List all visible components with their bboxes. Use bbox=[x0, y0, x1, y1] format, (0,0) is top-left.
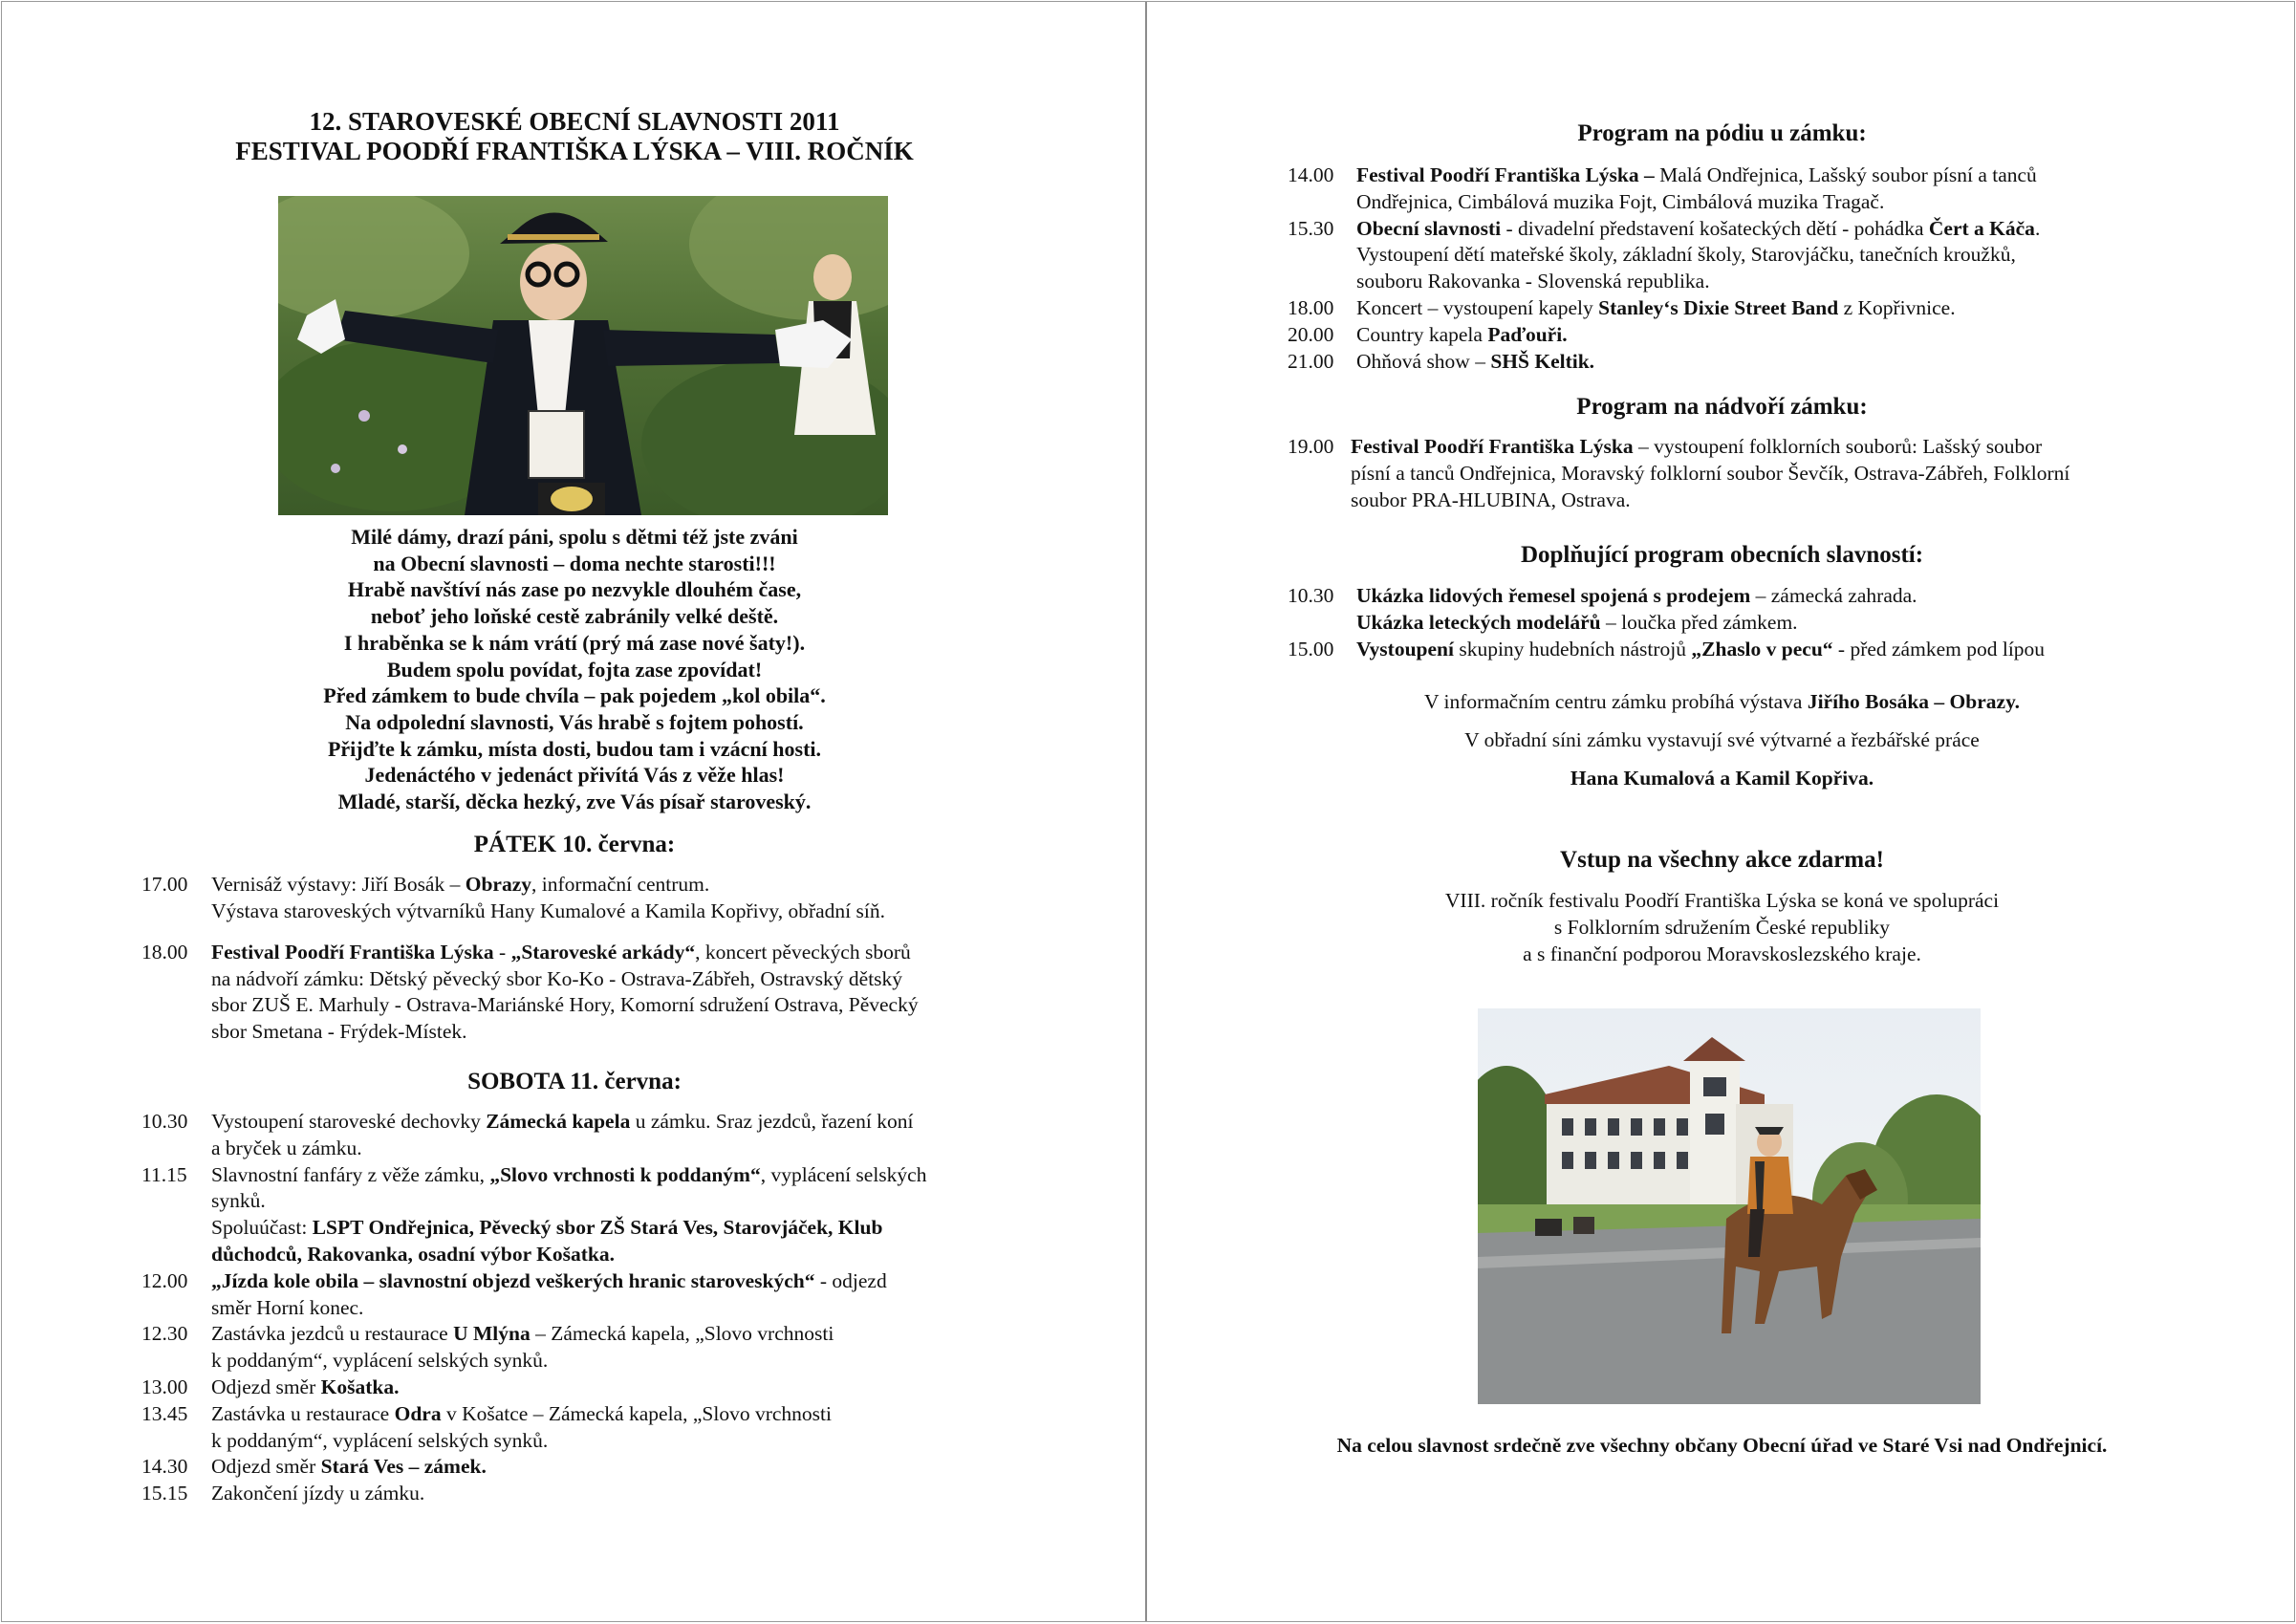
stage-program-heading: Program na pódiu u zámku: bbox=[1577, 120, 1867, 146]
text-segment: souboru Rakovanka - Slovenská republika. bbox=[1356, 270, 1710, 293]
schedule-time: 15.15 bbox=[141, 1482, 188, 1505]
text-segment: sbor Smetana - Frýdek-Místek. bbox=[211, 1019, 467, 1043]
text-segment: Odra bbox=[394, 1401, 442, 1425]
text-segment: „Jízda kole obila – slavnostní objezd veškerých hranic staroveských“ bbox=[211, 1268, 815, 1292]
schedule-description-line bbox=[211, 1375, 399, 1401]
text-segment: Čert a Káča bbox=[1928, 216, 2035, 240]
text-segment: Ohňová show – bbox=[1356, 349, 1491, 373]
schedule-time: 12.00 bbox=[141, 1268, 188, 1292]
schedule-description-line bbox=[211, 872, 709, 899]
schedule-time: 20.00 bbox=[1288, 322, 1334, 346]
schedule-description-line bbox=[1356, 322, 1568, 349]
schedule-description-line bbox=[211, 1136, 362, 1162]
schedule-time: 21.00 bbox=[1288, 349, 1334, 373]
title-line-2: FESTIVAL POODŘÍ FRANTIŠKA LÝSKA – VIII. ROČNÍK bbox=[235, 137, 914, 165]
ceremony-hall-text: V obřadní síni zámku vystavují své výtvarné a řezbářské práce bbox=[1464, 728, 1980, 751]
courtyard-program-heading: Program na nádvoří zámku: bbox=[1576, 394, 1868, 420]
text-segment: Košatka. bbox=[320, 1375, 400, 1398]
left-page bbox=[2, 2, 1147, 1621]
text-segment: - divadelní představení košateckých dětí - pohádka bbox=[1501, 216, 1929, 240]
text-segment: z Kopřivnice. bbox=[1838, 296, 1956, 319]
text-segment: Spoluúčast: bbox=[211, 1216, 313, 1240]
text-segment: „Staroveské arkády“ bbox=[510, 941, 696, 964]
chateau-rider-photo-illustration bbox=[1478, 1008, 1981, 1404]
friday-heading: PÁTEK 10. června: bbox=[473, 832, 676, 857]
text-segment: Ondřejnica, Cimbálová muzika Fojt, Cimbálová muzika Tragač. bbox=[1356, 189, 1885, 213]
schedule-item bbox=[1288, 434, 2243, 514]
text-segment: Vystoupení staroveské dechovky bbox=[211, 1110, 487, 1133]
poem-line: Budem spolu povídat, fojta zase zpovídat! bbox=[386, 657, 763, 682]
schedule-description-line bbox=[1356, 637, 2045, 663]
text-segment: Festival Poodří Františka Lýska bbox=[211, 941, 494, 964]
poem-line: Před zámkem to bude chvíla – pak pojedem „kol obila“. bbox=[323, 683, 826, 708]
text-segment: U Mlýna bbox=[453, 1322, 531, 1346]
text-segment: – Zámecká kapela, „Slovo vrchnosti bbox=[530, 1322, 834, 1346]
text-segment: Zastávka jezdců u restaurace bbox=[211, 1322, 454, 1346]
text-segment: Odjezd směr bbox=[211, 1455, 321, 1479]
schedule-description-line bbox=[1356, 189, 1884, 216]
schedule-description-line bbox=[1356, 583, 1917, 610]
schedule-item bbox=[141, 1454, 1059, 1481]
cooperation-line: s Folklorním sdružením České republiky bbox=[1553, 916, 1891, 939]
poem-line: Přijďte k zámku, místa dosti, budou tam i vzácní hosti. bbox=[327, 736, 822, 761]
saturday-heading: SOBOTA 11. června: bbox=[467, 1069, 682, 1094]
right-page bbox=[1150, 2, 2294, 1621]
text-segment: Vernisáž výstavy: Jiří Bosák – bbox=[211, 873, 466, 896]
schedule-time: 13.00 bbox=[141, 1375, 188, 1398]
text-segment: - bbox=[493, 941, 511, 964]
poem-line: Na odpolední slavnosti, Vás hrabě s fojtem pohostí. bbox=[345, 709, 804, 734]
text-segment: „Slovo vrchnosti k poddaným“ bbox=[489, 1162, 761, 1186]
schedule-item bbox=[141, 1321, 1059, 1375]
text-segment: Zastávka u restaurace bbox=[211, 1401, 395, 1425]
text-segment: , informační centrum. bbox=[531, 873, 710, 896]
text-segment: Zakončení jízdy u zámku. bbox=[211, 1482, 425, 1505]
schedule-description-line bbox=[1356, 162, 2037, 189]
schedule-description-line bbox=[1356, 269, 1710, 295]
text-segment: Stanley‘s Dixie Street Band bbox=[1598, 296, 1839, 319]
invitation-poem bbox=[2, 524, 1147, 815]
free-entry-heading: Vstup na všechny akce zdarma! bbox=[1560, 847, 1884, 873]
schedule-time: 19.00 bbox=[1288, 435, 1334, 458]
text-segment: , koncert pěveckých sborů bbox=[695, 941, 911, 964]
poem-line: na Obecní slavnosti – doma nechte starosti!!! bbox=[373, 551, 776, 575]
schedule-time: 15.00 bbox=[1288, 638, 1334, 660]
schedule-description-line bbox=[211, 1454, 487, 1481]
text-segment: SHŠ Keltik. bbox=[1490, 349, 1595, 373]
text-segment: - odjezd bbox=[814, 1268, 887, 1292]
text-segment: – zámecká zahrada. bbox=[1750, 584, 1917, 607]
schedule-item bbox=[141, 1109, 1059, 1162]
text-segment: Stará Ves – zámek. bbox=[320, 1455, 487, 1479]
schedule-item bbox=[1288, 295, 2243, 322]
text-segment: V informačním centru zámku probíhá výstava bbox=[1423, 690, 1808, 713]
schedule-time: 12.30 bbox=[141, 1322, 188, 1346]
chateau-rider-photo bbox=[1478, 1008, 1981, 1404]
schedule-item bbox=[1288, 162, 2243, 216]
text-segment: Vystoupení dětí mateřské školy, základní školy, Starovjáčku, tanečních kroužků, bbox=[1356, 243, 2016, 267]
schedule-description-line bbox=[1351, 487, 1631, 514]
text-segment: synků. bbox=[211, 1189, 266, 1213]
text-segment: „Zhaslo v pecu“ bbox=[1691, 638, 1833, 660]
schedule-description-line bbox=[211, 966, 902, 993]
text-segment: Paďouři. bbox=[1487, 322, 1568, 346]
text-segment: . bbox=[2034, 216, 2041, 240]
text-segment: u zámku. Sraz jezdců, řazení koní bbox=[630, 1110, 914, 1133]
schedule-item bbox=[141, 940, 1059, 1045]
schedule-description-line bbox=[211, 1428, 548, 1455]
text-segment: Ukázka leteckých modelářů bbox=[1356, 611, 1601, 634]
schedule-time: 15.30 bbox=[1288, 216, 1334, 240]
text-segment: Vystoupení bbox=[1356, 638, 1454, 660]
schedule-description-line bbox=[1356, 610, 1798, 637]
title-line-1: 12. STAROVESKÉ OBECNÍ SLAVNOSTI 2011 bbox=[309, 107, 840, 136]
schedule-description-line bbox=[211, 1295, 363, 1322]
extra-program-heading: Doplňující program obecních slavností: bbox=[1520, 542, 1924, 568]
herald-photo-illustration bbox=[278, 196, 888, 515]
text-segment: Malá Ondřejnica, Lašský soubor písní a tanců bbox=[1659, 163, 2037, 186]
schedule-time: 11.15 bbox=[141, 1162, 187, 1186]
text-segment: Jiřího Bosáka – Obrazy. bbox=[1807, 690, 2021, 713]
poem-line: Jedenáctého v jedenáct přivítá Vás z věže hlas! bbox=[364, 763, 785, 788]
text-segment: k poddaným“, vyplácení selských synků. bbox=[211, 1349, 549, 1373]
cooperation-text bbox=[1150, 887, 2294, 967]
text-segment: Country kapela bbox=[1356, 322, 1488, 346]
schedule-description-line bbox=[211, 1109, 913, 1136]
text-segment: Festival Poodří Františka Lýska – bbox=[1356, 163, 1660, 186]
schedule-item bbox=[1288, 637, 2243, 663]
schedule-description-line bbox=[1351, 434, 2042, 461]
schedule-item bbox=[141, 1268, 1059, 1322]
text-segment: písní a tanců Ondřejnica, Moravský folklorní soubor Ševčík, Ostrava-Zábřeh, Folklorní bbox=[1351, 462, 2070, 485]
schedule-description-line bbox=[211, 1481, 424, 1507]
schedule-time: 18.00 bbox=[141, 941, 188, 964]
text-segment: Ukázka lidových řemesel spojená s prodejem bbox=[1356, 584, 1751, 607]
schedule-time: 14.30 bbox=[141, 1455, 188, 1479]
schedule-item bbox=[141, 1162, 1059, 1268]
text-segment: - před zámkem pod lípou bbox=[1832, 638, 2046, 660]
page-title bbox=[2, 107, 1147, 166]
schedule-description-line bbox=[211, 1215, 882, 1242]
schedule-time: 17.00 bbox=[141, 873, 188, 896]
text-segment: Slavnostní fanfáry z věže zámku, bbox=[211, 1162, 490, 1186]
poem-line: Hrabě navštíví nás zase po nezvykle dlouhém čase, bbox=[347, 577, 802, 602]
schedule-item bbox=[1288, 322, 2243, 349]
schedule-item bbox=[1288, 349, 2243, 376]
cooperation-line: VIII. ročník festivalu Poodří Františka Lýska se koná ve spolupráci bbox=[1444, 889, 2000, 912]
schedule-description-line bbox=[211, 1019, 467, 1046]
poem-line: neboť jeho loňské cestě zabránily velké deště. bbox=[370, 604, 779, 629]
poem-line: Milé dámy, drazí páni, spolu s dětmi též jste zváni bbox=[351, 525, 798, 549]
text-segment: na nádvoří zámku: Dětský pěvecký sbor Ko-Ko - Ostrava-Zábřeh, Ostravský dětský bbox=[211, 966, 903, 990]
schedule-description-line bbox=[211, 1188, 266, 1215]
schedule-item bbox=[1288, 216, 2243, 295]
schedule-item bbox=[1288, 583, 2243, 637]
schedule-time: 10.30 bbox=[141, 1110, 188, 1133]
text-segment: Obecní slavnosti bbox=[1356, 216, 1502, 240]
schedule-description-line bbox=[211, 1401, 832, 1428]
text-segment: Výstava staroveských výtvarníků Hany Kumalové a Kamila Kopřivy, obřadní síň. bbox=[211, 899, 885, 922]
text-segment: Koncert – vystoupení kapely bbox=[1356, 296, 1599, 319]
poem-line: I hraběnka se k nám vrátí (prý má zase nové šaty!). bbox=[343, 630, 806, 655]
schedule-description-line bbox=[211, 992, 919, 1019]
text-segment: důchodců, Rakovanka, osadní výbor Košatka. bbox=[211, 1242, 615, 1266]
schedule-description-line bbox=[211, 1321, 834, 1348]
text-segment: , vyplácení selských bbox=[760, 1162, 927, 1186]
text-segment: směr Horní konec. bbox=[211, 1295, 364, 1319]
schedule-description-line bbox=[211, 899, 885, 925]
schedule-item bbox=[141, 1481, 1059, 1507]
text-segment: Festival Poodří Františka Lýska bbox=[1351, 435, 1634, 458]
info-center-text bbox=[1150, 688, 2294, 715]
poem-line: Mladé, starší, děcka hezký, zve Vás písař staroveský. bbox=[337, 790, 812, 814]
text-segment: Obrazy bbox=[465, 873, 532, 896]
schedule-item bbox=[141, 1401, 1059, 1455]
artists-names: Hana Kumalová a Kamil Kopřiva. bbox=[1570, 767, 1874, 790]
schedule-description-line bbox=[211, 1242, 615, 1268]
schedule-description-line bbox=[1356, 216, 2040, 243]
schedule-time: 18.00 bbox=[1288, 296, 1334, 319]
schedule-description-line bbox=[211, 940, 911, 966]
text-segment: Odjezd směr bbox=[211, 1375, 321, 1398]
text-segment: v Košatce – Zámecká kapela, „Slovo vrchnosti bbox=[441, 1401, 832, 1425]
schedule-description-line bbox=[211, 1162, 926, 1189]
schedule-time: 10.30 bbox=[1288, 584, 1334, 607]
text-segment: a bryček u zámku. bbox=[211, 1136, 362, 1159]
text-segment: soubor PRA-HLUBINA, Ostrava. bbox=[1351, 488, 1631, 511]
text-segment: k poddaným“, vyplácení selských synků. bbox=[211, 1428, 549, 1452]
text-segment: skupiny hudebních nástrojů bbox=[1453, 638, 1692, 660]
text-segment: LSPT Ondřejnica, Pěvecký sbor ZŠ Stará Ves, Starovjáček, Klub bbox=[312, 1216, 883, 1240]
schedule-description-line bbox=[1356, 295, 1956, 322]
closing-invitation: Na celou slavnost srdečně zve všechny občany Obecní úřad ve Staré Vsi nad Ondřejnicí. bbox=[1336, 1434, 2108, 1457]
schedule-description-line bbox=[1356, 349, 1594, 376]
schedule-time: 13.45 bbox=[141, 1401, 188, 1425]
text-segment: – loučka před zámkem. bbox=[1600, 611, 1798, 634]
schedule-item bbox=[141, 1375, 1059, 1401]
schedule-description-line bbox=[1356, 242, 2016, 269]
document-spread bbox=[1, 1, 2295, 1622]
text-segment: Zámecká kapela bbox=[486, 1110, 631, 1133]
text-segment: – vystoupení folklorních souborů: Lašský soubor bbox=[1633, 435, 2043, 458]
schedule-item bbox=[141, 872, 1059, 924]
schedule-description-line bbox=[1351, 461, 2069, 487]
herald-photo bbox=[278, 196, 888, 515]
schedule-description-line bbox=[211, 1348, 548, 1375]
cooperation-line: a s finanční podporou Moravskoslezského kraje. bbox=[1523, 942, 1921, 965]
text-segment: sbor ZUŠ E. Marhuly - Ostrava-Mariánské Hory, Komorní sdružení Ostrava, Pěvecký bbox=[211, 993, 919, 1016]
schedule-time: 14.00 bbox=[1288, 163, 1334, 186]
schedule-description-line bbox=[211, 1268, 887, 1295]
